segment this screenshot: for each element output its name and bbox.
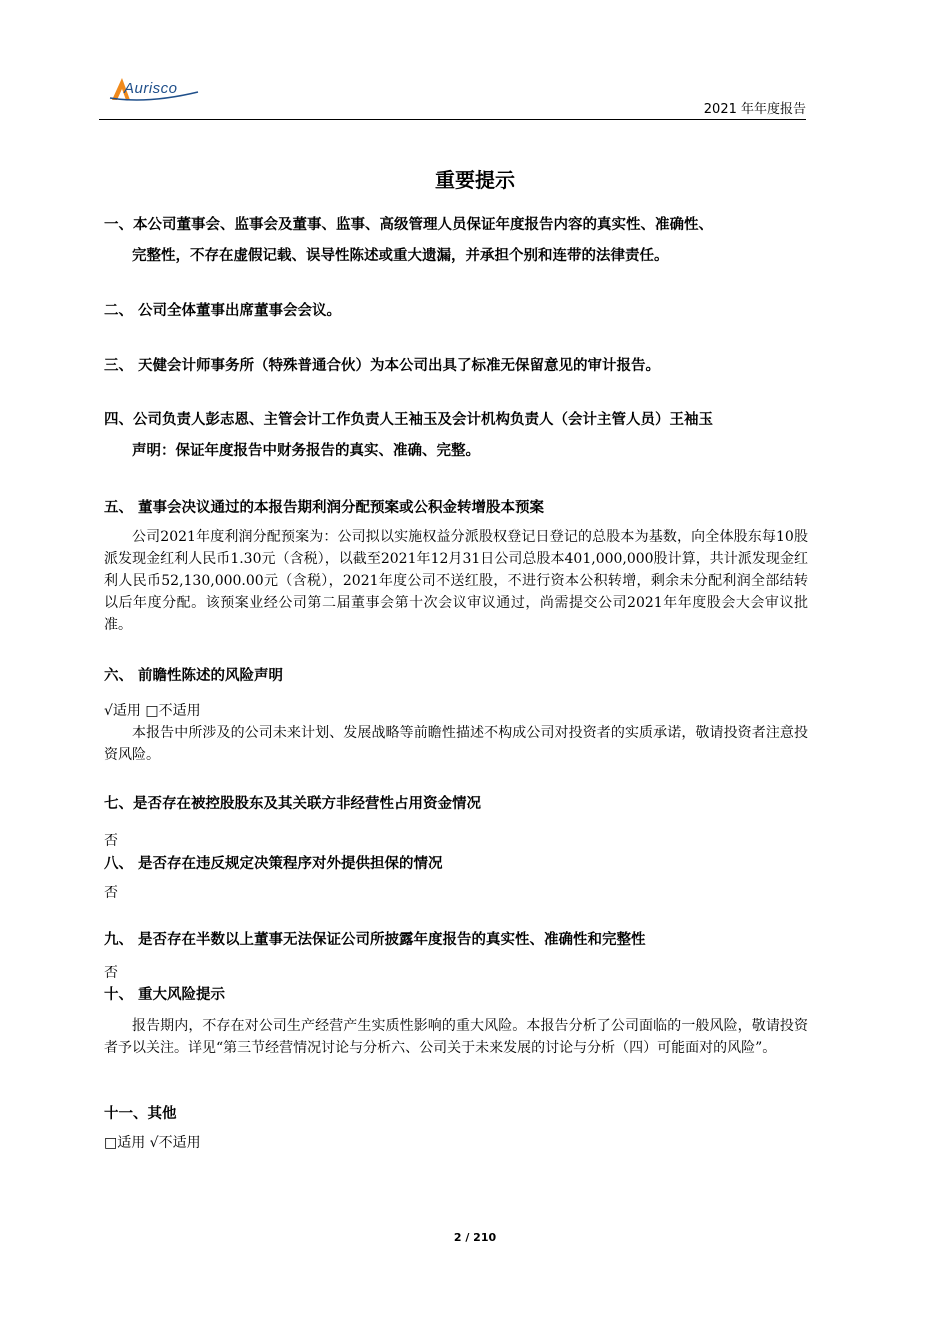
item-seven	[104, 789, 808, 850]
report-header-title: 2021 年年度报告	[703, 102, 806, 117]
item-five-heading: 五、 董事会决议通过的本报告期利润分配预案或公积金转增股本预案	[104, 500, 545, 516]
page-number: 2 / 210	[453, 1231, 497, 1244]
item-six-heading: 六、 前瞻性陈述的风险声明	[104, 668, 284, 684]
item-six-options: √适用 □不适用	[104, 703, 201, 719]
item-six-body: 本报告中所涉及的公司未来计划、发展战略等前瞻性描述不构成公司对投资者的实质承诺，敬请投资者注意投资风险。	[104, 725, 808, 763]
item-five-body: 公司2021年度利润分配预案为：公司拟以实施权益分派股权登记日登记的总股本为基数，向全体股东每10股派发现金红利人民币1.30元（含税），以截至2021年12月31日公司总股本401,000,000股计算，共计派发现金红利人民币52,130,000.00元（含税），2021年度公司不送红股，不进行资本公积转增，剩余未分配利润全部结转以后年度分配。该预案业经公司第二届董事会第十次会议审议通过，尚需提交公司2021年年度股会大会审议批准。	[104, 529, 808, 633]
item-one-line1: 一、本公司董事会、监事会及董事、监事、高级管理人员保证年度报告内容的真实性、准确性、	[104, 217, 713, 233]
item-nine	[104, 925, 808, 982]
item-eleven-options: □适用 √不适用	[104, 1135, 201, 1151]
item-four	[104, 405, 808, 467]
page-title: 重要提示	[435, 168, 515, 192]
item-two	[104, 296, 808, 327]
item-five	[104, 493, 808, 636]
item-six	[104, 661, 808, 766]
item-nine-answer: 否	[104, 965, 118, 981]
logo-text: Aurisco	[124, 80, 178, 97]
item-eight-answer: 否	[104, 885, 118, 901]
item-ten-heading: 十、 重大风险提示	[104, 987, 226, 1003]
item-four-line1: 四、公司负责人彭志恩、主管会计工作负责人王袖玉及会计机构负责人（会计主管人员）王袖玉	[104, 412, 713, 428]
item-three-text: 三、 天健会计师事务所（特殊普通合伙）为本公司出具了标准无保留意见的审计报告。	[104, 358, 661, 374]
item-eleven-heading: 十一、其他	[104, 1106, 177, 1122]
item-eight	[104, 849, 808, 902]
item-nine-heading: 九、 是否存在半数以上董事无法保证公司所披露年度报告的真实性、准确性和完整性	[104, 932, 646, 948]
item-eleven	[104, 1099, 808, 1152]
item-two-text: 二、 公司全体董事出席董事会会议。	[104, 303, 342, 319]
item-eight-heading: 八、 是否存在违反规定决策程序对外提供担保的情况	[104, 856, 443, 872]
header-divider	[99, 119, 806, 120]
item-one	[104, 210, 808, 272]
item-four-line2: 声明：保证年度报告中财务报告的真实、准确、完整。	[132, 443, 480, 459]
item-seven-answer: 否	[104, 833, 118, 849]
item-three	[104, 351, 808, 382]
item-one-line2: 完整性，不存在虚假记载、误导性陈述或重大遗漏，并承担个别和连带的法律责任。	[132, 248, 669, 264]
item-seven-heading: 七、是否存在被控股股东及其关联方非经营性占用资金情况	[104, 796, 481, 812]
item-ten-body: 报告期内，不存在对公司生产经营产生实质性影响的重大风险。本报告分析了公司面临的一般风险，敬请投资者予以关注。详见“第三节经营情况讨论与分析六、公司关于未来发展的讨论与分析（四）可能面对的风险”。	[104, 1018, 808, 1056]
item-ten	[104, 980, 808, 1059]
